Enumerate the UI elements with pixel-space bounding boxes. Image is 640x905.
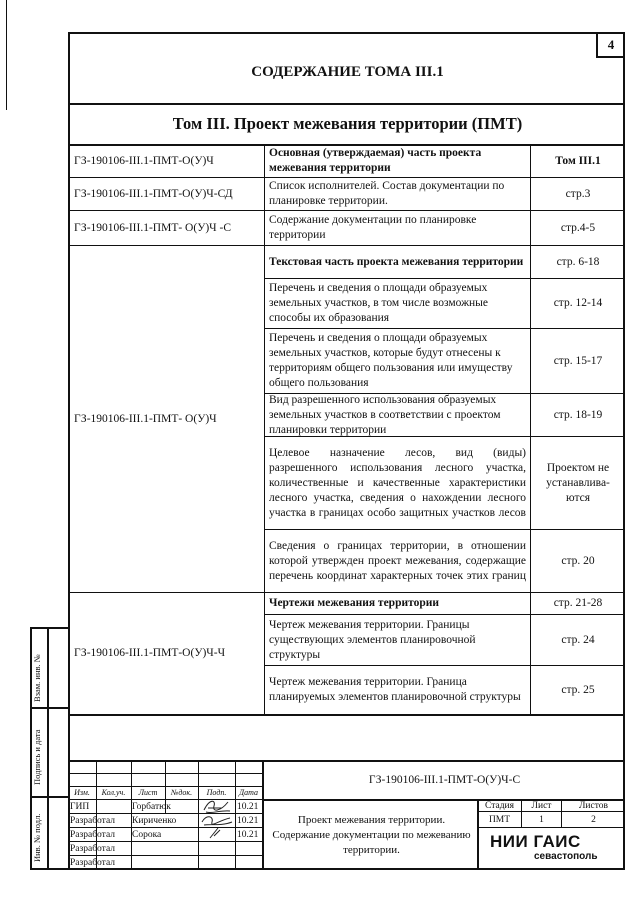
col-data: Дата bbox=[239, 787, 258, 797]
row-page: стр. 20 bbox=[561, 554, 595, 567]
person-role: Разработал bbox=[70, 829, 115, 840]
row-desc: Целевое назначение лесов, вид (виды) разрешенного использования лесного участка, количественные и качественные характеристики лесного участка, сведения о нахождении лесного участка в границах особо защитных участков лесов bbox=[269, 446, 526, 519]
col-kol: Кол.уч. bbox=[101, 787, 126, 797]
row-desc: Список исполнителей. Состав документации по планировке территории. bbox=[269, 180, 505, 207]
sheets-label: Листов bbox=[578, 800, 608, 811]
col-podp: Подп. bbox=[206, 787, 227, 797]
row-page: стр. 15-17 bbox=[553, 354, 603, 367]
row-desc: Основная (утверждаемая) часть проекта межевания территории bbox=[269, 147, 482, 174]
volume-title: Том III. Проект межевания территории (ПМТ) bbox=[172, 113, 523, 133]
person-role: ГИП bbox=[70, 801, 90, 812]
person-role: Разработал bbox=[70, 857, 115, 868]
row-desc: Вид разрешенного использования образуемых земельных участков в соответствии с проектом планировки территории bbox=[269, 393, 501, 436]
stage-label: Стадия bbox=[485, 800, 514, 811]
col-list: Лист bbox=[138, 787, 158, 797]
col-izm: Изм. bbox=[74, 787, 90, 797]
row-page: стр. 21-28 bbox=[553, 597, 603, 609]
person-name: Сорока bbox=[132, 829, 162, 840]
row-desc: Чертеж межевания территории. Границы существующих элементов планировочной структуры bbox=[269, 618, 476, 661]
row-page: стр.3 bbox=[565, 187, 591, 200]
person-name: Горбатюк bbox=[132, 801, 171, 812]
row-desc: Перечень и сведения о площади образуемых земельных участков, в том числе возможные способы их образования bbox=[269, 282, 488, 324]
edge-mark bbox=[6, 0, 7, 110]
org-city: севастополь bbox=[534, 851, 598, 862]
doc-code: ГЗ-190106-III.1-ПМТ-О(У)Ч-С bbox=[368, 773, 521, 786]
row-desc: Текстовая часть проекта межевания территории bbox=[269, 255, 524, 268]
row-page: Том III.1 bbox=[555, 154, 601, 167]
stage-value: ПМТ bbox=[488, 814, 511, 825]
person-role: Разработал bbox=[70, 815, 115, 826]
row-desc: Перечень и сведения о площади образуемых земельных участков, которые будут отнесены к территориям общего пользования или имуществу общего пользования bbox=[269, 332, 513, 389]
sheet-label: Лист bbox=[531, 800, 552, 811]
person-date: 10.21 bbox=[237, 801, 259, 812]
volume-contents-title: СОДЕРЖАНИЕ ТОМА III.1 bbox=[251, 63, 444, 80]
person-date: 10.21 bbox=[237, 815, 259, 826]
col-ndok: №док. bbox=[170, 787, 193, 797]
side-label-podpis: Подпись и дата bbox=[32, 729, 42, 785]
row-page: стр. 25 bbox=[561, 683, 595, 696]
row-page: стр. 24 bbox=[561, 633, 595, 646]
row-desc: Чертежи межевания территории bbox=[269, 597, 439, 609]
org-name: НИИ ГАИС bbox=[490, 832, 581, 851]
row-code: ГЗ-190106-III.1-ПМТ-О(У)Ч bbox=[74, 154, 214, 167]
row-page: стр. 6-18 bbox=[556, 255, 600, 268]
row-desc: Сведения о границах территории, в отношении которой утвержден проект межевания, содержащие перечень координат характерных точек этих границ bbox=[269, 539, 526, 582]
row-code: ГЗ-190106-III.1-ПМТ-О(У)Ч-СД bbox=[74, 187, 233, 200]
row-page: стр. 18-19 bbox=[553, 408, 603, 421]
sheet-value: 1 bbox=[539, 814, 544, 825]
side-label-vzam: Взам. инв. № bbox=[32, 654, 42, 702]
person-role: Разработал bbox=[70, 843, 115, 854]
signatures bbox=[200, 798, 234, 844]
person-name: Кириченко bbox=[132, 815, 177, 826]
row-page: Проектом не устанавлива-ются bbox=[546, 461, 610, 504]
person-date: 10.21 bbox=[237, 829, 259, 840]
sheet-number: 4 bbox=[607, 36, 615, 52]
row-code: ГЗ-190106-III.1-ПМТ- О(У)Ч -С bbox=[74, 221, 232, 234]
side-label-inv: Инв. № подл. bbox=[32, 813, 42, 862]
row-page: стр. 12-14 bbox=[553, 297, 603, 309]
sheets-value: 2 bbox=[591, 814, 596, 825]
row-code: ГЗ-190106-III.1-ПМТ- О(У)Ч bbox=[74, 412, 217, 425]
row-code: ГЗ-190106-III.1-ПМТ-О(У)Ч-Ч bbox=[74, 647, 226, 659]
row-desc: Чертеж межевания территории. Граница планируемых элементов планировочной структуры bbox=[269, 676, 521, 703]
doc-title: Проект межевания территории. Содержание документации по межеванию территории. bbox=[272, 813, 471, 856]
row-desc: Содержание документации по планировке территории bbox=[269, 214, 477, 241]
row-page: стр.4-5 bbox=[560, 221, 596, 234]
